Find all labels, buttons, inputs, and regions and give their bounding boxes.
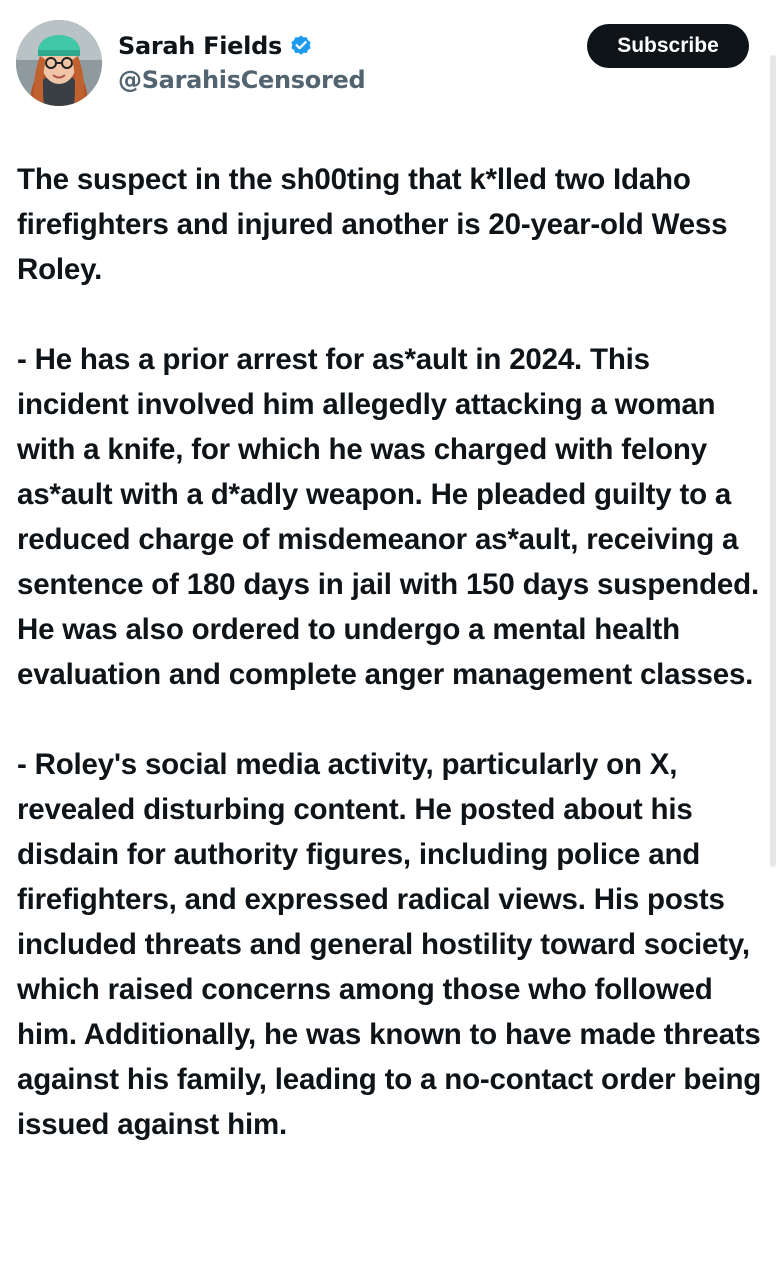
scrollbar[interactable] [770, 55, 776, 867]
author-info [118, 28, 365, 94]
post-paragraph: The suspect in the sh00ting that k*lled two Idaho firefighters and injured another is 20-year-old Wess Roley. [17, 163, 728, 286]
verified-badge-icon[interactable] [289, 34, 313, 58]
subscribe-button[interactable]: Subscribe [587, 24, 749, 68]
profile-photo-avatar-icon [16, 20, 102, 106]
display-name[interactable]: Sarah Fields [118, 32, 282, 60]
post-paragraph: - He has a prior arrest for as*ault in 2024. This incident involved him allegedly attacking a woman with a knife, for which he was charged with felony as*ault with a d*adly weapon. He pleaded guilty to a reduced charge of misdemeanor as*ault, receiving a sentence of 180 days in jail with 150 days suspended. He was also ordered to undergo a mental health evaluation and complete anger management classes. [17, 343, 759, 691]
avatar[interactable] [16, 20, 102, 106]
display-name-row [118, 28, 365, 64]
author-handle[interactable]: @SarahisCensored [118, 66, 366, 94]
post-text [17, 157, 762, 1147]
post-paragraph: - Roley's social media activity, particularly on X, revealed disturbing content. He posted about his disdain for authority figures, including police and firefighters, and expressed radical views. His posts included threats and general hostility toward society, which raised concerns among those who followed him. Additionally, he was known to have made threats against his family, leading to a no-contact order being issued against him. [17, 748, 762, 1141]
post-header [0, 0, 781, 130]
